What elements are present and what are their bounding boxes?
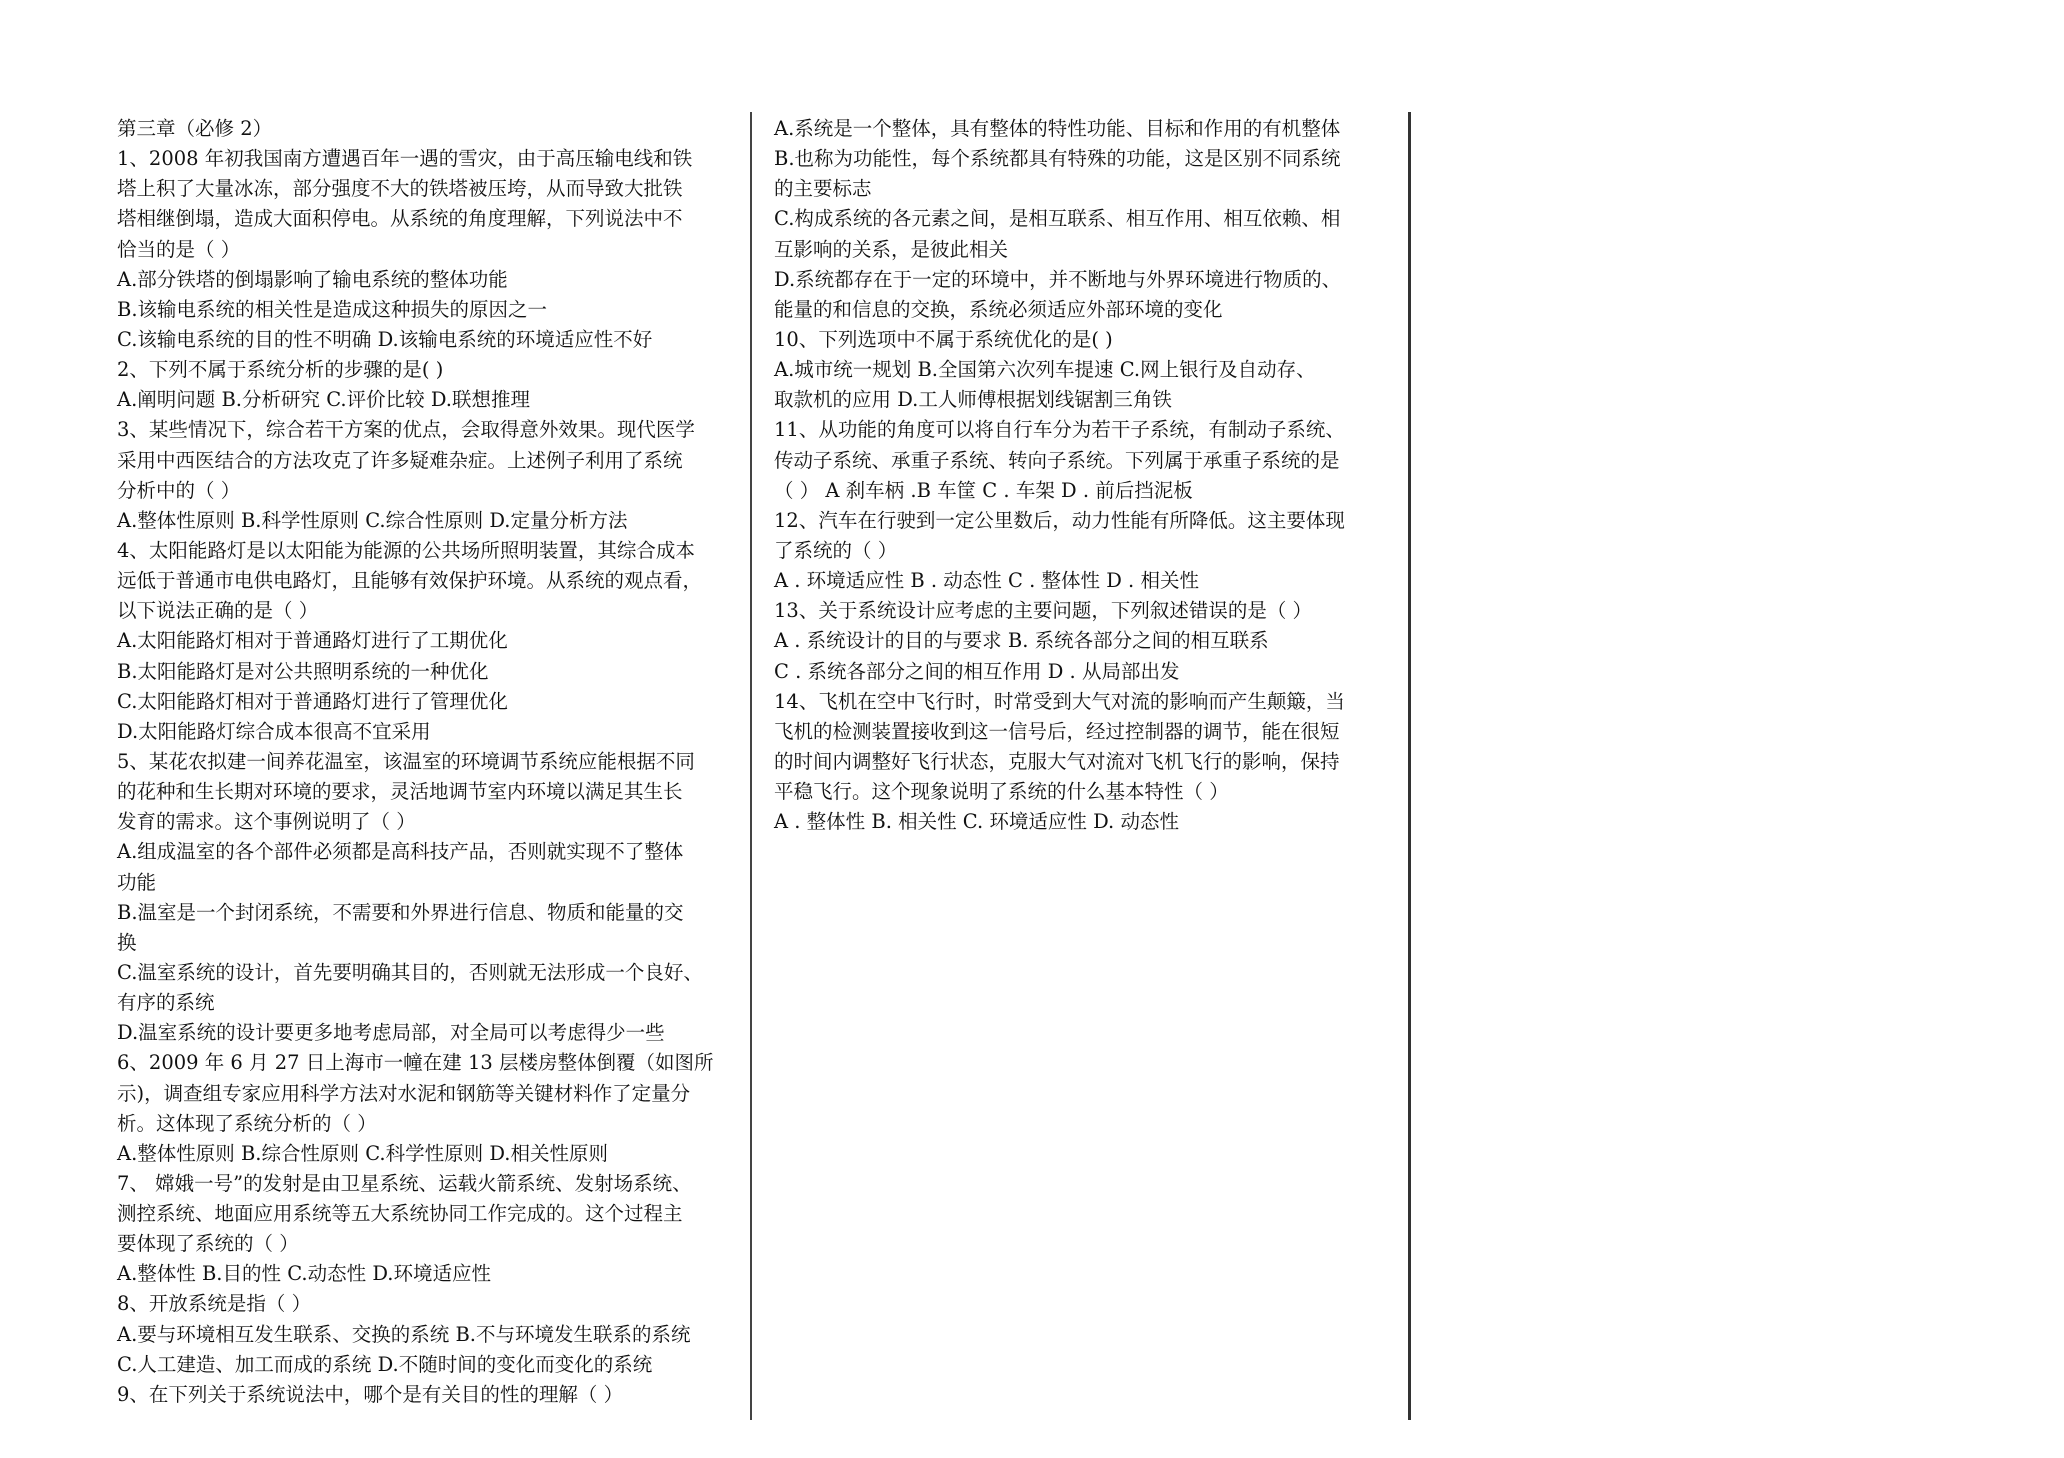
left-column-text-line: 示)，调查组专家应用科学方法对水泥和钢筋等关键材料作了定量分 (117, 1081, 691, 1105)
left-column-text-line: C.太阳能路灯相对于普通路灯进行了管理优化 (117, 689, 508, 713)
left-column-text-line: C.人工建造、加工而成的系统 D.不随时间的变化而变化的系统 (117, 1352, 653, 1376)
right-column-text-line: 了系统的（ ） (774, 538, 898, 562)
left-column-text-line: 的花种和生长期对环境的要求，灵活地调节室内环境以满足其生长 (117, 780, 683, 804)
left-column-text-line: A.整体性 B.目的性 C.动态性 D.环境适应性 (117, 1262, 491, 1286)
left-column-text-line: 测控系统、地面应用系统等五大系统协同工作完成的。这个过程主 (117, 1202, 683, 1226)
left-column-text-line: A.整体性原则 B.科学性原则 C.综合性原则 D.定量分析方法 (117, 508, 628, 532)
left-column-text-line: 3、某些情况下，综合若干方案的优点，会取得意外效果。现代医学 (117, 418, 695, 442)
left-column-text-line: B.温室是一个封闭系统，不需要和外界进行信息、物质和能量的交 (117, 900, 684, 924)
right-column-text-line: 传动子系统、承重子系统、转向子系统。下列属于承重子系统的是 (774, 448, 1340, 472)
right-column-text-line: A . 环境适应性 B . 动态性 C . 整体性 D . 相关性 (774, 569, 1199, 593)
left-column-text-line: 8、开放系统是指（ ） (117, 1292, 312, 1316)
left-column-text-line: 4、太阳能路灯是以太阳能为能源的公共场所照明装置，其综合成本 (117, 538, 695, 562)
right-column-text-line: 13、关于系统设计应考虑的主要问题，下列叙述错误的是（ ） (774, 599, 1313, 623)
left-column-text-line: 7、 嫦娥一号”的发射是由卫星系统、运载火箭系统、发射场系统、 (117, 1171, 692, 1195)
left-column-text-line: 功能 (117, 870, 157, 894)
left-column-text-line: 分析中的（ ） (117, 478, 241, 502)
left-column-text-line: 5、某花农拟建一间养花温室，该温室的环境调节系统应能根据不同 (117, 749, 695, 773)
right-column-text-line: B.也称为功能性，每个系统都具有特殊的功能，这是区别不同系统 (774, 147, 1341, 171)
left-column-text-line: B.该输电系统的相关性是造成这种损失的原因之一 (117, 297, 548, 321)
right-column-text-line: 14、飞机在空中飞行时，时常受到大气对流的影响而产生颠簸，当 (774, 689, 1345, 713)
left-column-text-line: 要体现了系统的（ ） (117, 1232, 299, 1256)
right-border-line (1408, 112, 1411, 1420)
left-column-text-line: 9、在下列关于系统说法中，哪个是有关目的性的理解（ ） (117, 1382, 624, 1406)
right-column-text-line: 的主要标志 (774, 177, 872, 201)
left-column-text-line: A.要与环境相互发生联系、交换的系统 B.不与环境发生联系的系统 (117, 1322, 691, 1346)
right-column-text-line: A.系统是一个整体，具有整体的特性功能、目标和作用的有机整体 (774, 117, 1341, 140)
right-column-text-line: 互影响的关系，是彼此相关 (774, 237, 1009, 261)
right-column-text-line: C.构成系统的各元素之间，是相互联系、相互作用、相互依赖、相 (774, 207, 1341, 231)
right-column-text-line: C . 系统各部分之间的相互作用 D . 从局部出发 (774, 659, 1180, 683)
left-column-text-line: A.组成温室的各个部件必须都是高科技产品，否则就实现不了整体 (117, 840, 684, 864)
left-column-text-line: 采用中西医结合的方法攻克了许多疑难杂症。上述例子利用了系统 (117, 448, 683, 472)
left-column-text-line: 6、2009 年 6 月 27 日上海市一幢在建 13 层楼房整体倒覆（如图所 (117, 1051, 714, 1075)
right-column-text-line: 11、从功能的角度可以将自行车分为若干子系统，有制动子系统、 (774, 418, 1345, 442)
left-column-text-line: 第三章（必修 2） (117, 117, 273, 140)
right-column-text-line: 飞机的检测装置接收到这一信号后，经过控制器的调节，能在很短 (774, 719, 1340, 743)
left-column-text-line: A.部分铁塔的倒塌影响了输电系统的整体功能 (117, 267, 508, 291)
right-column-text-line: 的时间内调整好飞行状态，克服大气对流对飞机飞行的影响，保持 (774, 749, 1340, 773)
right-column-text-line: 取款机的应用 D.工人师傅根据划线锯割三角铁 (774, 388, 1172, 412)
left-column-text-line: 1、2008 年初我国南方遭遇百年一遇的雪灾，由于高压输电线和铁 (117, 147, 693, 171)
left-column-text-line: 析。这体现了系统分析的（ ） (117, 1111, 377, 1135)
left-column-text-line: 2、下列不属于系统分析的步骤的是( ) (117, 358, 444, 382)
right-column-text-line: A . 整体性 B. 相关性 C. 环境适应性 D. 动态性 (774, 810, 1179, 834)
left-column-text-line: 恰当的是（ ） (117, 237, 241, 261)
left-column-text-line: 塔相继倒塌，造成大面积停电。从系统的角度理解，下列说法中不 (117, 207, 683, 231)
right-column-text-line: （ ） A 刹车柄 .B 车筐 C . 车架 D . 前后挡泥板 (774, 478, 1193, 502)
left-column-text-line: 换 (117, 930, 137, 954)
left-column-text-line: A.整体性原则 B.综合性原则 C.科学性原则 D.相关性原则 (117, 1141, 608, 1165)
left-column-text-line: D.太阳能路灯综合成本很高不宜采用 (117, 719, 431, 743)
right-text-column (774, 114, 1394, 837)
left-column-text-line: B.太阳能路灯是对公共照明系统的一种优化 (117, 659, 489, 683)
right-column-text-line: A.城市统一规划 B.全国第六次列车提速 C.网上银行及自动存、 (774, 358, 1316, 382)
left-column-text-line: C.温室系统的设计，首先要明确其目的，否则就无法形成一个良好、 (117, 960, 703, 984)
left-column-text-line: A.太阳能路灯相对于普通路灯进行了工期优化 (117, 629, 508, 653)
left-column-text-line: A.阐明问题 B.分析研究 C.评价比较 D.联想推理 (117, 388, 530, 412)
right-column-text-line: 12、汽车在行驶到一定公里数后，动力性能有所降低。这主要体现 (774, 508, 1345, 532)
left-column-text-line: 塔上积了大量冰冻，部分强度不大的铁塔被压垮，从而导致大批铁 (117, 177, 683, 201)
left-column-text-line: C.该输电系统的目的性不明确 D.该输电系统的环境适应性不好 (117, 327, 653, 351)
right-column-text-line: D.系统都存在于一定的环境中，并不断地与外界环境进行物质的、 (774, 267, 1342, 291)
right-column-text-line: 能量的和信息的交换，系统必须适应外部环境的变化 (774, 297, 1223, 321)
right-column-text-line: 10、下列选项中不属于系统优化的是( ) (774, 327, 1113, 351)
left-column-text-line: 有序的系统 (117, 991, 215, 1015)
column-divider (750, 112, 752, 1420)
left-column-text-line: D.温室系统的设计要更多地考虑局部，对全局可以考虑得少一些 (117, 1021, 665, 1045)
left-column-text-line: 以下说法正确的是（ ） (117, 599, 319, 623)
right-column-text-line: 平稳飞行。这个现象说明了系统的什么基本特性（ ） (774, 780, 1229, 804)
left-text-column (117, 114, 732, 1410)
left-column-text-line: 发育的需求。这个事例说明了（ ） (117, 810, 416, 834)
left-column-text-line: 远低于普通市电供电路灯，且能够有效保护环境。从系统的观点看， (117, 569, 703, 593)
right-column-text-line: A . 系统设计的目的与要求 B. 系统各部分之间的相互联系 (774, 629, 1269, 653)
